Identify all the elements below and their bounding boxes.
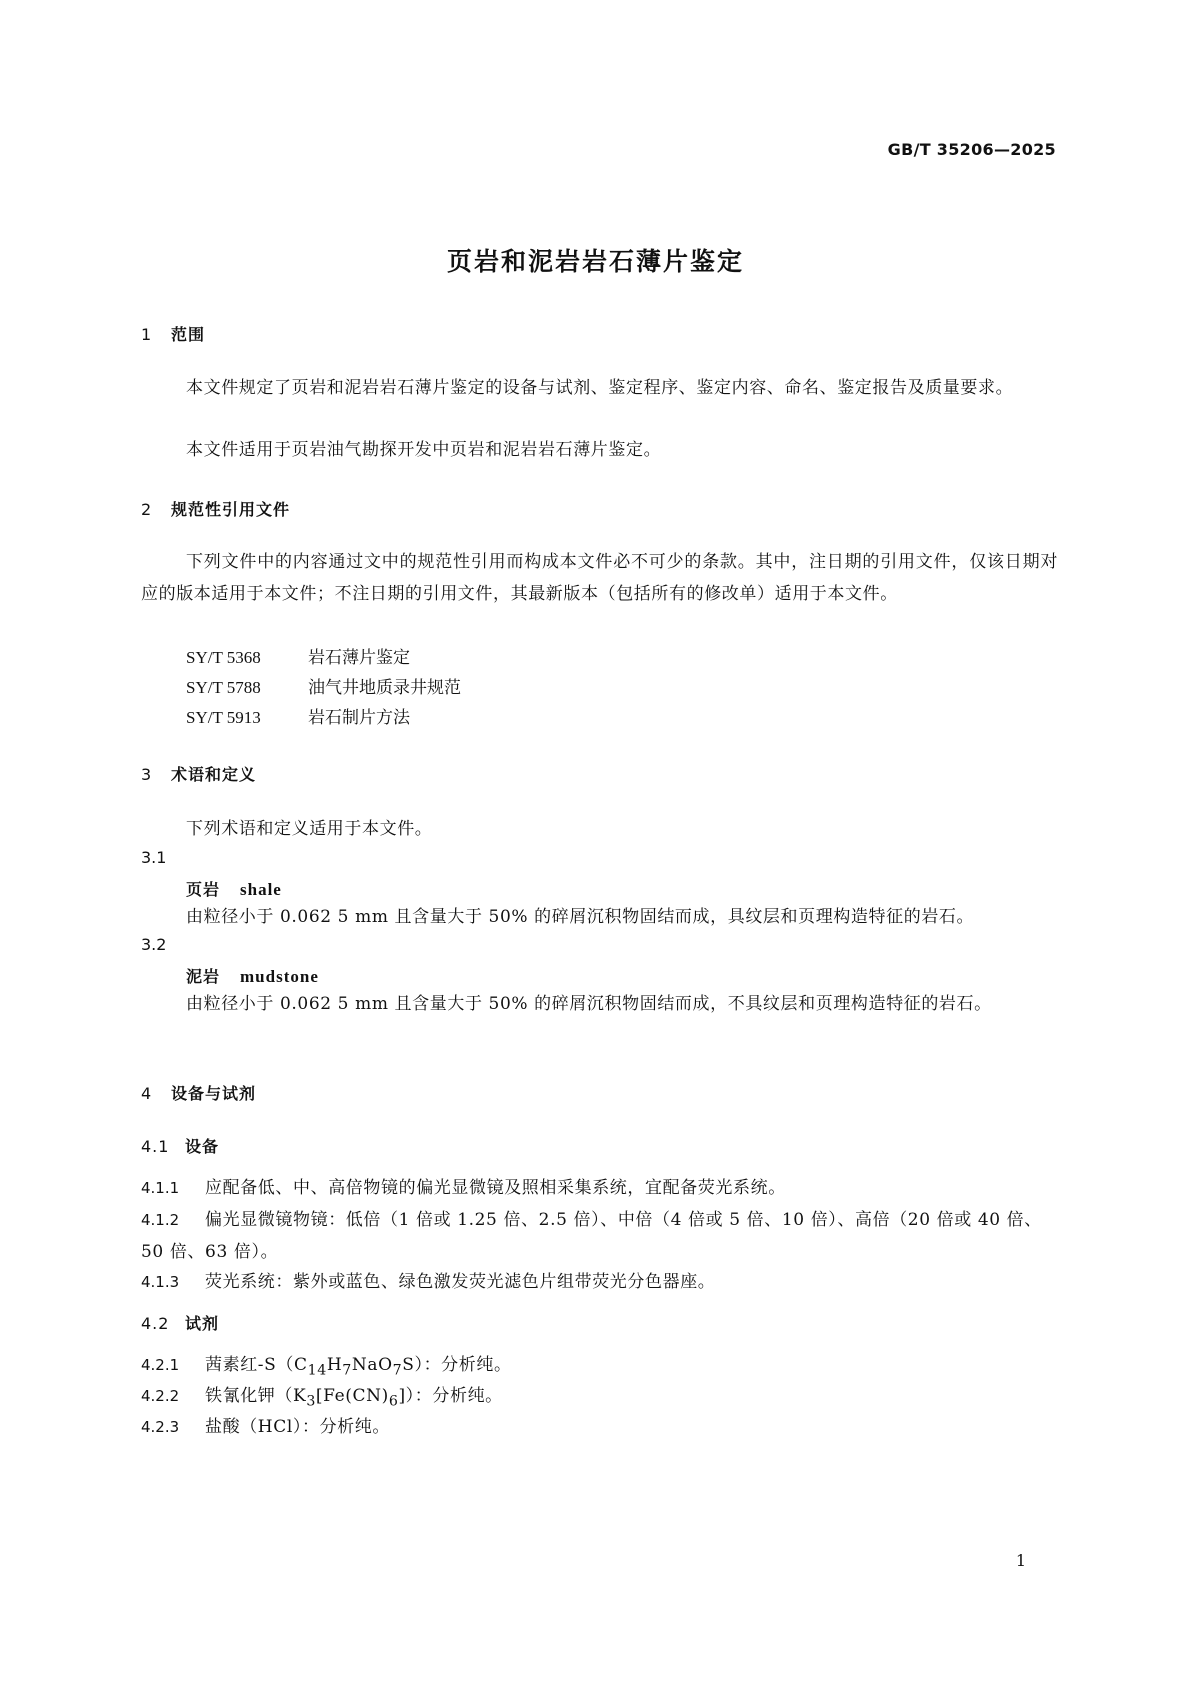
term-chinese: 泥岩 (186, 967, 221, 986)
term-english: mudstone (240, 967, 319, 986)
clause-text: 茜素红$-S(C_{14}H_7NaO_7S)$：分析纯。 (205, 1355, 512, 1379)
reference-title: 岩石制片方法 (308, 708, 410, 728)
scope-paragraph-1: 本文件规定了页岩和泥岩岩石薄片鉴定的设备与试剂、鉴定程序、鉴定内容、命名、鉴定报告及质量要求。 (186, 378, 1014, 398)
subsection-number: 4.1 (141, 1137, 170, 1156)
clause-number: 4.2.3 (141, 1418, 180, 1436)
clause-item (141, 1204, 1058, 1268)
reference-item (186, 673, 461, 698)
term-definition: 由粒径小于 0.062 5 mm 且含量大于 50% 的碎屑沉积物固结而成，不具纹层和页理构造特征的岩石。 (186, 994, 992, 1014)
page-number: 1 (1015, 1551, 1026, 1570)
section-title: 规范性引用文件 (171, 500, 291, 519)
section-title: 术语和定义 (171, 765, 257, 784)
subsection-title: 试剂 (185, 1314, 220, 1333)
reference-title: 岩石薄片鉴定 (308, 648, 410, 668)
section-4-heading (141, 1081, 256, 1104)
section-3-heading (141, 762, 256, 785)
reference-code: SY/T 5788 (186, 678, 261, 697)
clause-text: 偏光显微镜物镜：低倍（1 倍或 1.25 倍、2.5 倍）、中倍（4 倍或 5 倍、10 倍）、高倍（20 倍或 40 倍、50 倍、63 倍）。 (141, 1210, 1042, 1262)
subsection-4-2-heading (141, 1311, 219, 1334)
terms-intro-paragraph: 下列术语和定义适用于本文件。 (186, 819, 433, 839)
standard-number: GB/T 35206—2025 (887, 140, 1056, 159)
term-number: 3.1 (141, 848, 167, 867)
term-definition: 由粒径小于 0.062 5 mm 且含量大于 50% 的碎屑沉积物固结而成，具纹层和页理构造特征的岩石。 (186, 907, 975, 927)
section-number: 4 (141, 1084, 153, 1103)
reference-code: SY/T 5913 (186, 708, 261, 727)
clause-item (141, 1266, 1058, 1298)
clause-number: 4.1.1 (141, 1179, 180, 1197)
reference-item (186, 643, 410, 668)
section-title: 范围 (171, 325, 206, 344)
section-2-heading (141, 497, 290, 520)
section-1-heading (141, 322, 205, 345)
subsection-number: 4.2 (141, 1314, 170, 1333)
document-title: 页岩和泥岩岩石薄片鉴定 (446, 247, 744, 276)
clause-text: 荧光系统：紫外或蓝色、绿色激发荧光滤色片组带荧光分色器座。 (205, 1272, 716, 1292)
reference-title: 油气井地质录井规范 (308, 678, 461, 698)
term-entry (186, 877, 282, 900)
subsection-title: 设备 (185, 1137, 220, 1156)
reference-item (186, 703, 410, 728)
section-number: 2 (141, 500, 153, 519)
section-number: 1 (141, 325, 153, 344)
term-chinese: 页岩 (186, 880, 221, 899)
section-title: 设备与试剂 (171, 1084, 257, 1103)
clause-text: 盐酸（HCl）：分析纯。 (205, 1417, 390, 1437)
clause-number: 4.1.3 (141, 1273, 180, 1291)
clause-text: 铁氰化钾$(K_3[Fe(CN)_6])$：分析纯。 (205, 1386, 503, 1410)
scope-paragraph-2: 本文件适用于页岩油气勘探开发中页岩和泥岩岩石薄片鉴定。 (186, 440, 662, 460)
section-number: 3 (141, 765, 153, 784)
term-entry (186, 964, 319, 987)
clause-number: 4.2.1 (141, 1356, 180, 1374)
clause-number: 4.1.2 (141, 1211, 180, 1229)
normative-intro-paragraph: 下列文件中的内容通过文中的规范性引用而构成本文件必不可少的条款。其中，注日期的引用文件，仅该日期对应的版本适用于本文件；不注日期的引用文件，其最新版本（包括所有的修改单）适用于本文件。 (141, 552, 1058, 604)
term-english: shale (240, 880, 282, 899)
clause-item (141, 1172, 1058, 1204)
clause-number: 4.2.2 (141, 1387, 180, 1405)
reference-code: SY/T 5368 (186, 648, 261, 667)
subsection-4-1-heading (141, 1134, 219, 1157)
clause-item (141, 1411, 1058, 1443)
clause-text: 应配备低、中、高倍物镜的偏光显微镜及照相采集系统，宜配备荧光系统。 (205, 1178, 786, 1198)
term-number: 3.2 (141, 935, 167, 954)
